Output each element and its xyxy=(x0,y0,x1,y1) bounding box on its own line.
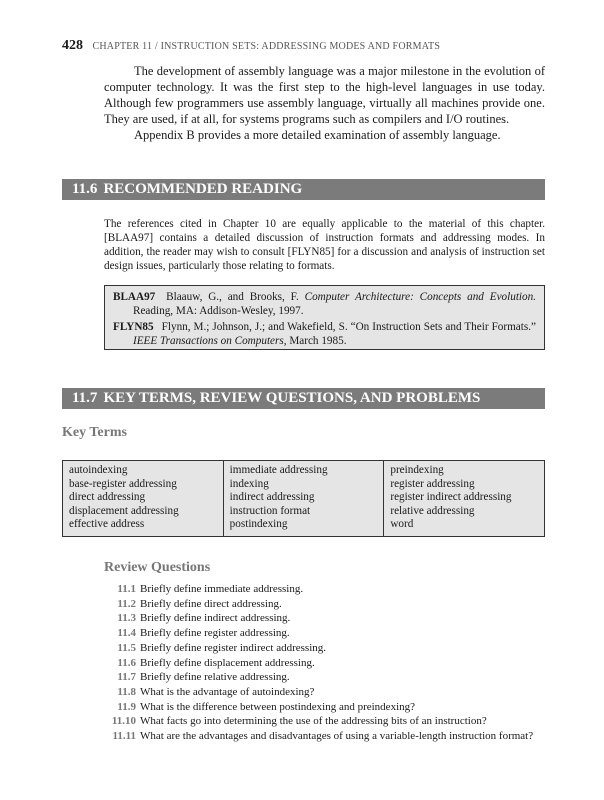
key-term: direct addressing xyxy=(69,491,146,503)
reference-entry xyxy=(113,290,536,318)
key-term: effective address xyxy=(69,518,145,530)
list-item xyxy=(104,685,545,700)
section-title: KEY TERMS, REVIEW QUESTIONS, AND PROBLEMS xyxy=(103,390,481,406)
key-term: immediate addressing xyxy=(229,464,328,476)
page-header xyxy=(62,38,440,54)
list-item xyxy=(104,611,545,626)
intro-paragraph-appendix: Appendix B provides a more detailed examination of assembly language. xyxy=(134,128,501,142)
key-term: indirect addressing xyxy=(229,491,315,503)
list-item xyxy=(104,656,545,671)
question-text: Briefly define register indirect addressing. xyxy=(140,641,327,654)
key-term: relative addressing xyxy=(390,504,475,517)
reading-paragraph: The references cited in Chapter 10 are equally applicable to the material of this chapter. [BLAA97] contains a detailed discussion of instruction formats and addressing modes. In addition, the reader may wish to consult [FLYN85] for a discussion and analysis of instruction set design issues, particularly those relating to formats. xyxy=(104,218,545,272)
key-term: register addressing xyxy=(390,477,475,490)
section-heading-recommended-reading xyxy=(62,179,545,200)
question-number: 11.3 xyxy=(117,612,136,625)
question-text: What is the advantage of autoindexing? xyxy=(140,685,315,698)
question-number: 11.4 xyxy=(117,627,136,640)
review-questions-list xyxy=(104,582,545,744)
reference-key: BLAA97 xyxy=(113,291,156,303)
intro-paragraph: The development of assembly language was a major milestone in the evolution of computer technology. It was the first step to the high-level languages in use today. Although few programmers use assembly language, virtually all machines provide one. They are used, if at all, for systems programs such as compilers and I/O routines. xyxy=(104,64,545,126)
list-item xyxy=(104,700,545,715)
reference-publisher: March 1985. xyxy=(289,335,347,347)
list-item xyxy=(104,641,545,656)
section-title: RECOMMENDED READING xyxy=(103,181,303,197)
key-term: preindexing xyxy=(390,464,444,476)
section-heading-key-terms xyxy=(62,388,545,409)
references-box xyxy=(104,285,545,350)
key-terms-table xyxy=(62,460,545,537)
question-number: 11.6 xyxy=(117,656,136,669)
list-item xyxy=(104,582,545,597)
question-text: What are the advantages and disadvantages of using a variable-length instruction format? xyxy=(140,730,534,743)
reference-authors: Flynn, M.; Johnson, J.; and Wakefield, S. “On Instruction Sets and Their Formats.” xyxy=(161,321,537,333)
list-item xyxy=(104,670,545,685)
question-text: Briefly define relative addressing. xyxy=(140,671,290,684)
question-text: Briefly define displacement addressing. xyxy=(140,656,315,669)
question-text: Briefly define register addressing. xyxy=(140,627,290,640)
key-term: autoindexing xyxy=(69,464,128,476)
question-number: 11.8 xyxy=(117,685,136,698)
reference-key: FLYN85 xyxy=(113,321,154,333)
question-text: Briefly define indirect addressing. xyxy=(140,612,291,625)
question-text: Briefly define immediate addressing. xyxy=(140,583,304,595)
question-number: 11.2 xyxy=(117,597,136,610)
question-number: 11.5 xyxy=(117,641,136,654)
reference-authors: Blaauw, G., and Brooks, F. xyxy=(166,291,299,303)
review-questions-heading: Review Questions xyxy=(104,560,211,575)
key-term: word xyxy=(390,518,414,530)
key-term: displacement addressing xyxy=(69,504,179,517)
section-number: 11.7 xyxy=(72,390,98,406)
list-item xyxy=(104,729,545,744)
key-terms-heading: Key Terms xyxy=(62,425,127,440)
intro-text xyxy=(104,63,545,143)
reference-publisher: Reading, MA: Addison-Wesley, 1997. xyxy=(133,305,304,317)
key-terms-column xyxy=(63,461,223,536)
key-term: register indirect addressing xyxy=(390,491,512,503)
page-number: 428 xyxy=(62,38,83,53)
section-number: 11.6 xyxy=(72,181,98,197)
question-number: 11.11 xyxy=(112,730,136,743)
question-number: 11.9 xyxy=(117,700,136,713)
list-item xyxy=(104,714,545,729)
question-number: 11.10 xyxy=(111,715,136,728)
key-terms-column xyxy=(383,461,544,536)
reference-entry xyxy=(113,320,536,348)
key-term: instruction format xyxy=(229,504,311,517)
reference-title: IEEE Transactions on Computers, xyxy=(133,335,287,347)
reference-title: Computer Architecture: Concepts and Evolution. xyxy=(304,291,537,303)
question-number: 11.7 xyxy=(117,671,136,684)
chapter-title: CHAPTER 11 / INSTRUCTION SETS: ADDRESSING MODES AND FORMATS xyxy=(92,41,441,52)
question-number: 11.1 xyxy=(117,583,136,595)
question-text: Briefly define direct addressing. xyxy=(140,597,282,610)
key-term: base-register addressing xyxy=(69,477,177,490)
list-item xyxy=(104,597,545,612)
key-term: indexing xyxy=(229,477,269,490)
question-text: What facts go into determining the use of the addressing bits of an instruction? xyxy=(140,715,487,728)
key-term: postindexing xyxy=(229,518,288,530)
key-terms-column xyxy=(223,461,384,536)
question-text: What is the difference between postindexing and preindexing? xyxy=(140,700,416,713)
list-item xyxy=(104,626,545,641)
